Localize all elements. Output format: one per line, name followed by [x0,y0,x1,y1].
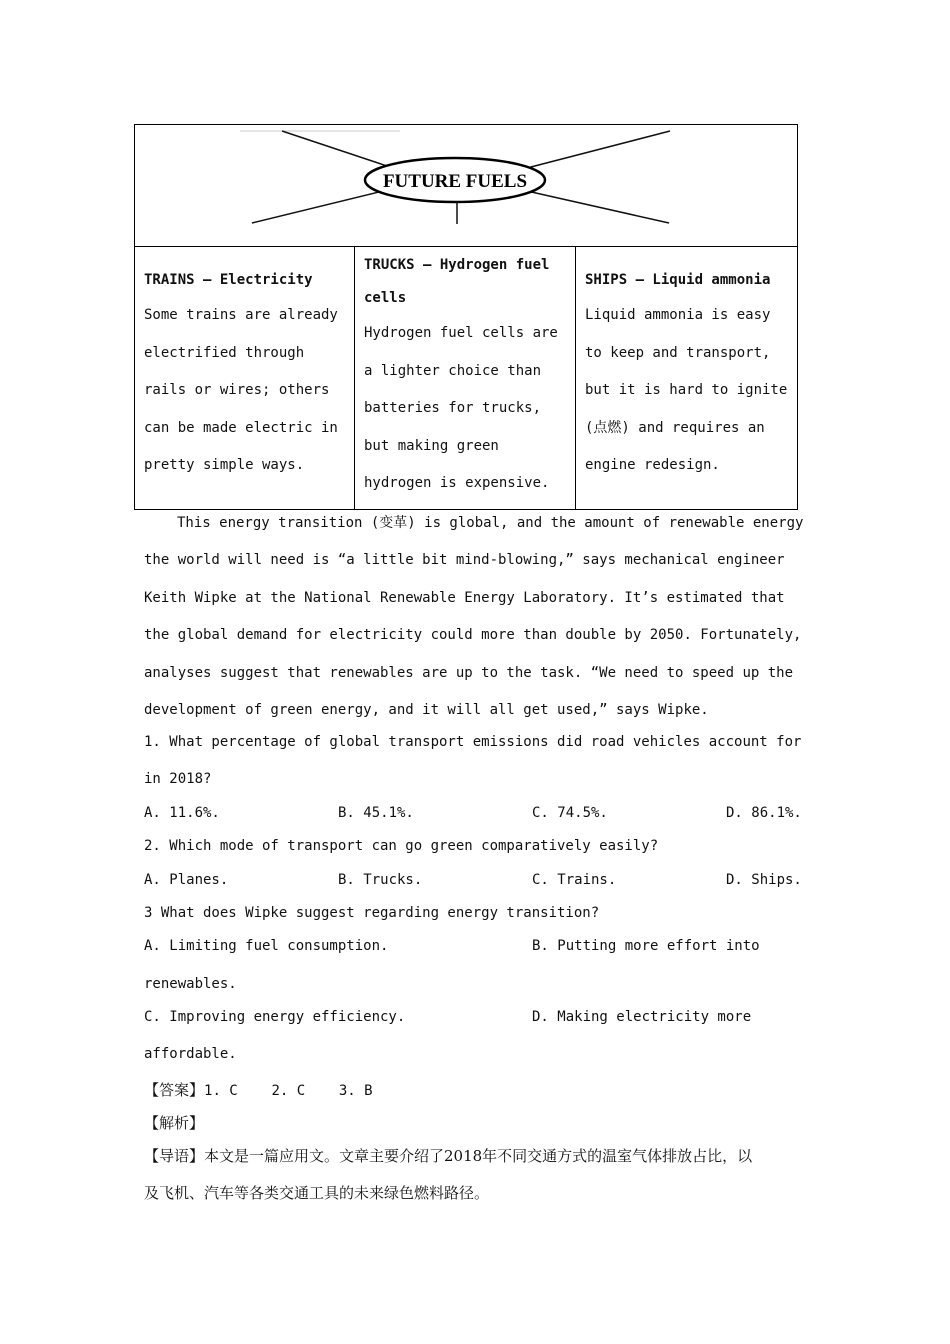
question-3-option-b-cont: renewables. [144,976,237,992]
question-2-stem: 2. Which mode of transport can go green comparatively easily? [144,838,659,854]
guide-line-2: 及飞机、汽车等各类交通工具的未来绿色燃料路径。 [144,1184,490,1202]
diagram-branch-bottom-right [527,191,669,223]
column-heading: SHIPS — Liquid ammonia [585,272,771,288]
column-trucks [355,247,576,509]
column-heading: TRUCKS — Hydrogen fuel cells [364,257,550,306]
column-body: Liquid ammonia is easy to keep and transport, but it is hard to ignite (点燃) and requires an engine redesign. [585,307,788,473]
guide-line-1: 【导语】本文是一篇应用文。文章主要介绍了2018年不同交通方式的温室气体排放占比，以 [144,1147,753,1165]
question-3-stem: 3 What does Wipke suggest regarding energy transition? [144,905,600,921]
diagram-branch-top-left [282,131,393,168]
answer-line [144,1079,373,1100]
question-1-option-c: C. 74.5%. [532,805,608,821]
question-1-option-b: B. 45.1%. [338,805,414,821]
question-2-option-a: A. Planes. [144,872,229,888]
answer-text: 1. C 2. C 3. B [204,1083,373,1099]
diagram-branch-bottom-left [252,191,383,223]
analysis-label: 【解析】 [144,1114,205,1132]
question-2-option-d: D. Ships. [726,872,802,888]
future-fuels-table [134,124,798,510]
question-1-option-d: D. 86.1%. [726,805,802,821]
question-1-stem-line2: in 2018? [144,771,212,787]
diagram-title: FUTURE FUELS [382,171,528,192]
column-ships [576,247,797,509]
column-body: Some trains are already electrified through rails or wires; others can be made electric in pretty simple ways. [144,307,338,473]
question-1-option-a: A. 11.6%. [144,805,220,821]
question-3-option-c: C. Improving energy efficiency. [144,1009,406,1025]
column-body: Hydrogen fuel cells are a lighter choice than batteries for trucks, but making green hydrogen is expensive. [364,325,558,491]
diagram-svg [135,125,797,245]
answer-label: 【答案】 [144,1081,205,1099]
diagram-branch-top-right [527,131,670,168]
question-3-option-b: B. Putting more effort into [532,938,760,954]
question-2-option-b: B. Trucks. [338,872,423,888]
question-3-option-d-cont: affordable. [144,1046,237,1062]
future-fuels-diagram [135,125,797,247]
column-trains [135,247,355,509]
question-1-stem-line1: 1. What percentage of global transport emissions did road vehicles account for [144,734,802,750]
question-3-option-d: D. Making electricity more [532,1009,752,1025]
column-heading: TRAINS — Electricity [144,272,313,288]
question-3-option-a: A. Limiting fuel consumption. [144,938,389,954]
passage-paragraph: This energy transition (变革) is global, and the amount of renewable energy the world will need is “a little bit mind-blowing,” says mechanical engineer Keith Wipke at the National Renewable Energy Laboratory. It’s estimated that the global demand for electricity could more than double by 2050. Fortunately, analyses suggest that renewables are up to the task. “We need to speed up the development of green energy, and it will all get used,” says Wipke. [144,515,812,719]
question-2-option-c: C. Trains. [532,872,617,888]
